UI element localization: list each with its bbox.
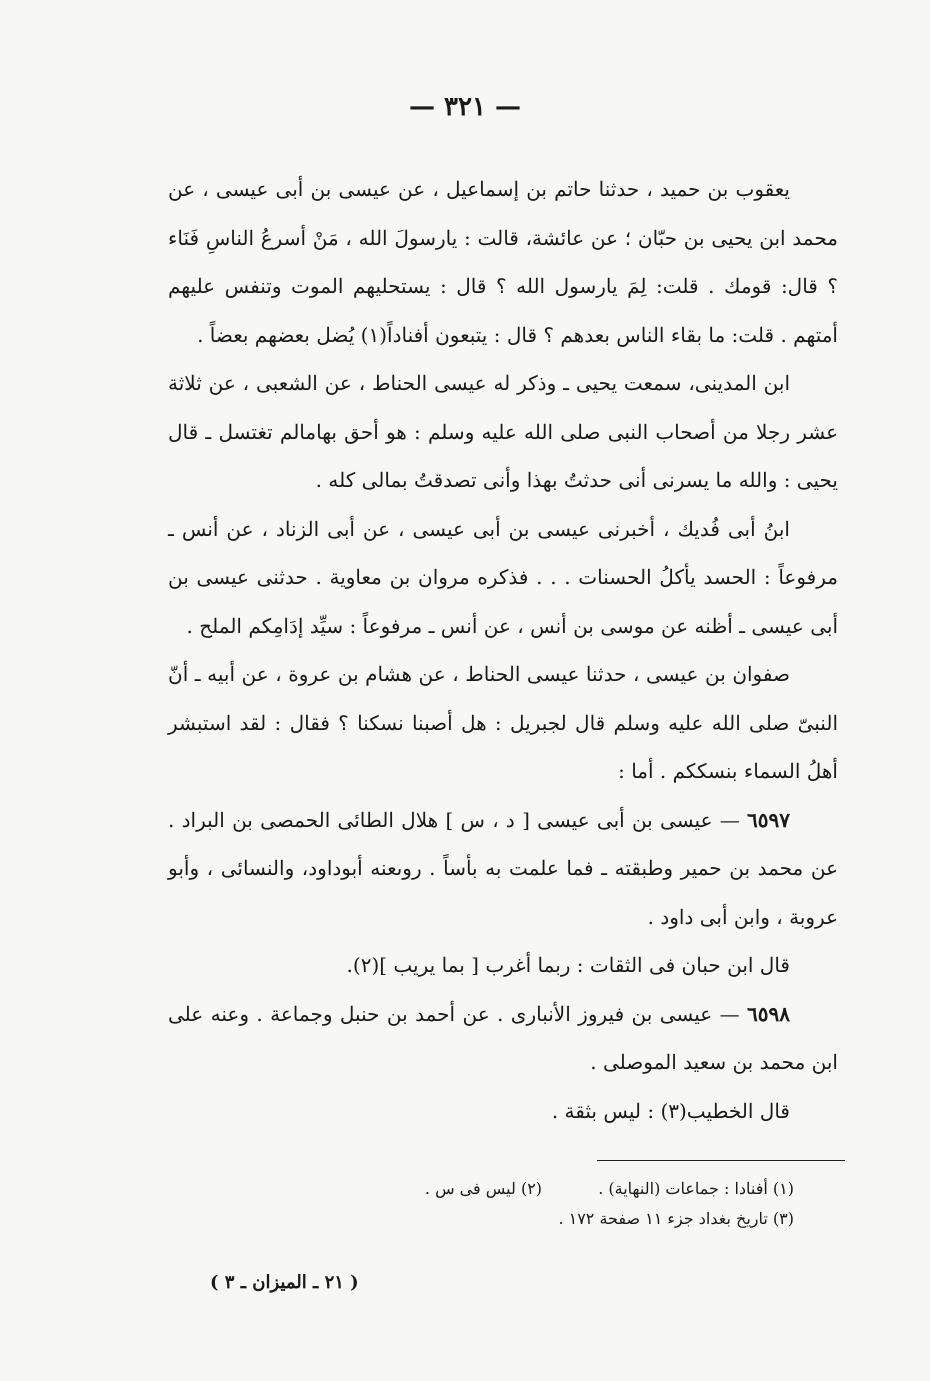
entry-6598-note: قال الخطيب(٣) : ليس بثقة .	[551, 1098, 790, 1123]
footnote-row-2	[168, 1204, 794, 1234]
paragraph-1: يعقوب بن حميد ، حدثنا حاتم بن إسماعيل ، عن عيسى بن أبى عيسى ، عن محمد ابن يحيى بن حبّان ؛ عن عائشة، قالت : يارسولَ الله ، مَنْ أسرعُ الناسِ فَنَاء ؟ قال: قومك . قلت: لِمَ يارسول الله ؟ قال : يستحليهم الموت وتنفس عليهم أمتهم . قلت: ما بقاء الناس بعدهم ؟ قال : يتبعون أفناداً(١) يُضل بعضهم بعضاً .	[168, 177, 838, 347]
footnote-3: (٣) تاريخ بغداد جزء ١١ صفحة ١٧٢ .	[558, 1209, 794, 1228]
entry-6597-note: قال ابن حبان فى الثقات : ربما أغرب [ بما يريب ](٢).	[346, 953, 790, 977]
page-number: — ٣٢١ —	[408, 92, 522, 122]
footnote-divider	[597, 1160, 845, 1161]
paragraph-3: ابنُ أبى فُديك ، أخبرنى عيسى بن أبى عيسى ، عن أبى الزناد ، عن أنس ـ مرفوعاً : الحسد يأكلُ الحسنات . . . فذكره مروان بن معاوية . حدثنى عيسى بن أبى عيسى ـ أظنه عن موسى بن أنس ، عن أنس ـ مرفوعاً : سيِّد إدَامِكم الملح .	[168, 516, 838, 638]
paragraph-2: ابن المدينى، سمعت يحيى ـ وذكر له عيسى الحناط ، عن الشعبى ، عن ثلاثة عشر رجلا من أصحاب النبى صلى الله عليه وسلم : هو أحق بهامالم تغتسل ـ قال يحيى : والله ما يسرنى أنى حدثتُ بهذا وأنى تصدقتُ بمالى كله .	[168, 371, 838, 492]
paragraph-4: صفوان بن عيسى ، حدثنا عيسى الحناط ، عن هشام بن عروة ، عن أبيه ـ أنّ النبىّ صلى الله عليه وسلم قال لجبريل : هل أصبنا نسكنا ؟ فقال : لقد استبشر أهلُ السماء بنسككم . أما :	[168, 662, 838, 783]
footnote-row-1	[168, 1174, 794, 1204]
entry-6597-number: ٦٥٩٧	[747, 807, 790, 832]
entry-6598-number: ٦٥٩٨	[747, 1001, 791, 1026]
entry-6598	[168, 990, 838, 1087]
footnote-2: (٢) ليس فى س .	[424, 1179, 543, 1198]
entry-6597	[168, 796, 838, 942]
signature-mark: ( ٢١ ـ الميزان ـ ٣ )	[210, 1272, 359, 1293]
main-text	[168, 165, 838, 1135]
entry-6597-text: — عيسى بن أبى عيسى [ د ، س ] هلال الطائى الحمصى بن البراد . عن محمد بن حمير وطبقته ـ فما علمت به بأساً . روىعنه أبوداود، والنسائى ، وأبو عروبة ، وابن أبى داود .	[168, 807, 838, 929]
footnote-1: (١) أفنادا : جماعات (النهاية) .	[598, 1179, 794, 1198]
entry-6598-text: — عيسى بن فيروز الأنبارى . عن أحمد بن حنبل وجماعة . وعنه على ابن محمد بن سعيد الموصلى .	[168, 1001, 838, 1074]
footnotes	[168, 1174, 794, 1234]
